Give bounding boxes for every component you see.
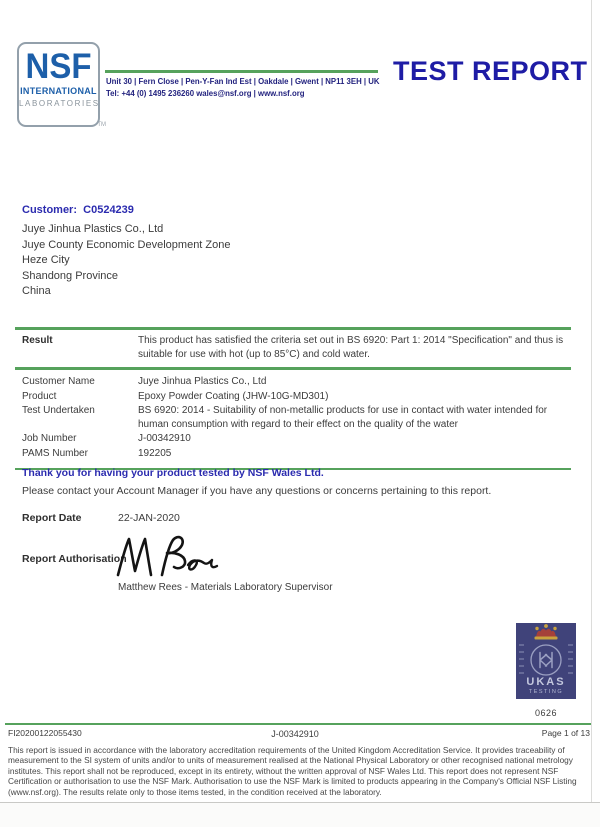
lab-address xyxy=(106,76,406,99)
product-label: Product xyxy=(22,390,57,402)
svg-text:TESTING: TESTING xyxy=(528,689,564,695)
test-undertaken-value: BS 6920: 2014 - Suitability of non-metallic products for use in contact with water intended for human consumption with regard to their effect on the quality of the water xyxy=(138,405,548,430)
customer-label: Customer: xyxy=(22,204,78,216)
summary-table xyxy=(15,327,571,470)
table-row xyxy=(15,447,571,461)
customer-heading xyxy=(22,204,134,216)
result-value: This product has satisfied the criteria set out in BS 6920: Part 1: 2014 "Specification" and thus is suitable for use with hot (up to 85°C) and cold water. xyxy=(138,335,564,360)
table-row xyxy=(15,375,571,389)
nsf-logo-text: NSF xyxy=(25,45,92,86)
customer-address-line: China xyxy=(22,285,51,297)
customer-address-line: Juye County Economic Development Zone xyxy=(22,238,231,251)
header-green-rule xyxy=(105,70,378,73)
customer-address-line: Shandong Province xyxy=(22,269,119,282)
result-row xyxy=(15,330,571,370)
footer-job-number: J-00342910 xyxy=(271,728,319,739)
ukas-testing-icon xyxy=(516,623,576,699)
report-date-value: 22-JAN-2020 xyxy=(118,512,180,524)
footer-doc-id: FI20200122055430 xyxy=(8,728,82,738)
job-number-value: J-00342910 xyxy=(138,433,191,444)
scan-edge-right xyxy=(591,0,592,803)
customer-name-label: Customer Name xyxy=(22,376,95,387)
report-authorisation-label: Report Authorisation xyxy=(22,553,127,565)
footer-disclaimer: This report is issued in accordance with the laboratory accreditation requirements of the United Kingdom Accreditation Service. It provides traceability of measurement to the SI system of units and/or to units of measurement realised at the National Physical Laboratory or other recognised national metrology institutes. This report shall not be reproduced, except in its entirety, without the written approval of NSF Wales Ltd. This report does not represent NSF Certification or authorisation to use the NSF Mark. Authorisation to use the NSF Mark is limited to products appearing in the Company's Official NSF Listing (www.nsf.org). The results relate only to those items tested, in the condition received at the laboratory. xyxy=(8,745,577,797)
customer-id: C0524239 xyxy=(83,204,134,216)
trademark-symbol: TM xyxy=(97,122,106,128)
job-number-label: Job Number xyxy=(22,433,77,444)
table-row xyxy=(15,390,571,404)
svg-text:UKAS: UKAS xyxy=(526,676,566,688)
contact-note: Please contact your Account Manager if you have any questions or concerns pertaining to this report. xyxy=(22,485,492,497)
lab-address-line2: Tel: +44 (0) 1495 236260 wales@nsf.org | www.nsf.org xyxy=(106,88,305,98)
signatory-name: Matthew Rees - Materials Laboratory Supervisor xyxy=(118,582,333,593)
footer-page-number: Page 1 of 13 xyxy=(541,728,590,738)
nsf-logo xyxy=(17,42,106,128)
product-value: Epoxy Powder Coating (JHW-10G-MD301) xyxy=(138,390,329,402)
result-label: Result xyxy=(22,335,53,346)
ukas-mark xyxy=(516,623,576,718)
table-row xyxy=(15,432,571,446)
nsf-logo-international: INTERNATIONAL xyxy=(20,86,97,96)
scan-edge-bottom-line xyxy=(0,802,600,803)
detail-rows xyxy=(15,370,571,468)
footer-green-rule xyxy=(5,723,592,725)
nsf-logo-laboratories: LABORATORIES xyxy=(19,99,100,108)
page-title: TEST REPORT xyxy=(393,56,588,86)
customer-address-line: Heze City xyxy=(22,254,70,266)
ukas-number: 0626 xyxy=(534,708,558,718)
customer-name-value: Juye Jinhua Plastics Co., Ltd xyxy=(138,376,267,387)
test-undertaken-label: Test Undertaken xyxy=(22,405,95,416)
pams-number-label: PAMS Number xyxy=(22,447,88,459)
table-row xyxy=(15,404,571,431)
report-date-row xyxy=(22,512,180,524)
pams-number-value: 192205 xyxy=(138,447,172,459)
signature-icon xyxy=(112,533,220,586)
report-date-label: Report Date xyxy=(22,512,82,524)
thank-you-note: Thank you for having your product tested by NSF Wales Ltd. xyxy=(22,467,324,479)
lab-address-line1: Unit 30 | Fern Close | Pen-Y-Fan Ind Est | Oakdale | Gwent | NP11 3EH | UK xyxy=(106,77,380,86)
footer-ids xyxy=(0,728,600,740)
customer-address xyxy=(22,222,231,300)
customer-address-line: Juye Jinhua Plastics Co., Ltd xyxy=(22,223,164,235)
scan-edge-bottom-area xyxy=(0,803,600,827)
